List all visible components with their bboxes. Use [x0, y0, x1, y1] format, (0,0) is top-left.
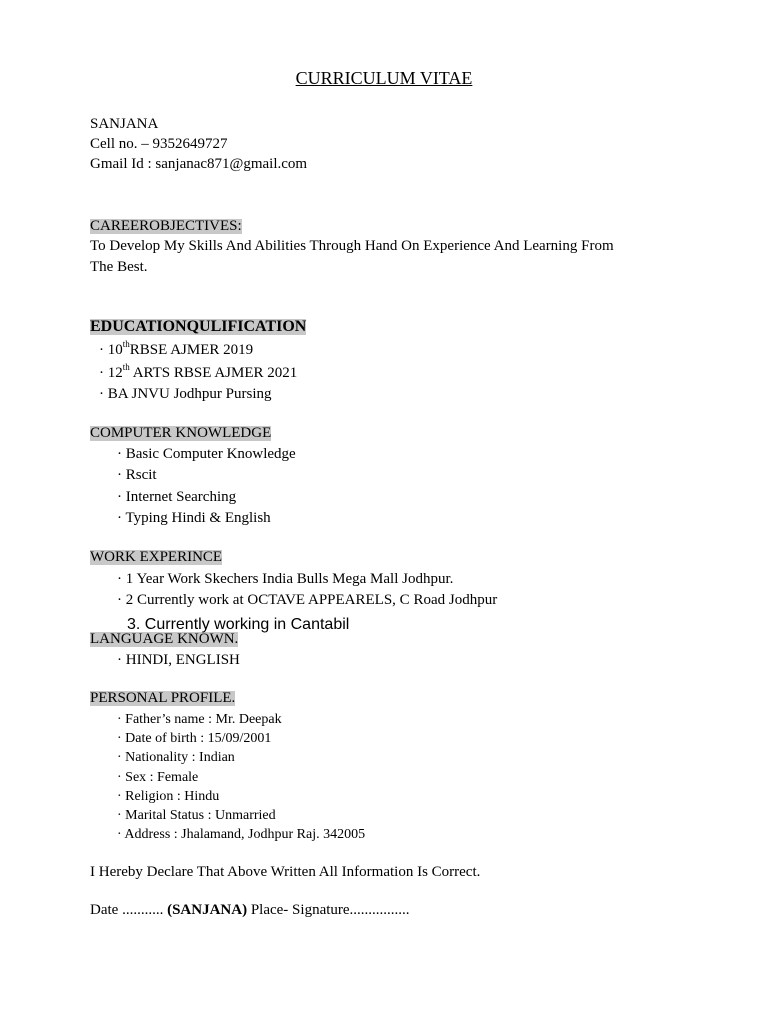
gmail-id: Gmail Id : sanjanac871@gmail.com [90, 156, 308, 172]
language-item: · HINDI, ENGLISH [117, 652, 240, 668]
computer-item: · Basic Computer Knowledge [117, 446, 296, 462]
place-signature-label: Place- Signature................ [247, 902, 410, 918]
date-label: Date ........... [90, 902, 168, 918]
declaration: I Hereby Declare That Above Written All Information Is Correct. [90, 864, 481, 880]
objective-line-2: The Best. [90, 259, 148, 275]
candidate-name: SANJANA [90, 116, 159, 132]
work-item: · 1 Year Work Skechers India Bulls Mega Mall Jodhpur. [117, 571, 454, 587]
work-item: · 2 Currently work at OCTAVE APPEARELS, C Road Jodhpur [117, 592, 498, 608]
objective-line-1: To Develop My Skills And Abilities Through Hand On Experience And Learning From [90, 238, 614, 254]
computer-item: · Rscit [117, 467, 157, 483]
cell-number: Cell no. – 9352649727 [90, 136, 228, 152]
personal-item: · Religion : Hindu [117, 789, 220, 804]
superscript: th [122, 339, 130, 349]
education-item: · BA JNVU Jodhpur Pursing [99, 386, 272, 402]
personal-item: · Marital Status : Unmarried [117, 808, 276, 823]
signature-name: (SANJANA) [167, 902, 248, 918]
work-item-overlay: 3. Currently working in Cantabil [127, 616, 350, 633]
personal-item: · Address : Jhalamand, Jodhpur Raj. 342005 [117, 827, 366, 842]
education-item-text: ARTS RBSE AJMER 2021 [129, 365, 298, 381]
computer-knowledge-heading: COMPUTER KNOWLEDGE [90, 425, 272, 441]
personal-item: · Date of birth : 15/09/2001 [117, 731, 272, 746]
personal-item: · Sex : Female [117, 770, 199, 785]
signature-line [90, 903, 410, 918]
work-experience-heading: WORK EXPERINCE [90, 549, 223, 565]
personal-item: · Nationality : Indian [117, 750, 235, 765]
computer-item: · Typing Hindi & English [117, 510, 271, 526]
personal-item: · Father’s name : Mr. Deepak [117, 712, 282, 727]
education-item-text: RBSE AJMER 2019 [129, 342, 254, 358]
personal-profile-heading: PERSONAL PROFILE. [90, 690, 236, 706]
education-heading: EDUCATIONQULIFICATION [90, 318, 307, 335]
education-item-text: · 10 [99, 342, 123, 358]
education-item [99, 362, 298, 381]
document-title: CURRICULUM VITAE [295, 68, 473, 88]
education-item-text: · 12 [99, 365, 123, 381]
superscript: th [122, 362, 130, 372]
language-known-heading: LANGUAGE KNOWN. [90, 631, 239, 647]
computer-item: · Internet Searching [117, 489, 237, 505]
career-objectives-heading: CAREEROBJECTIVES: [90, 218, 242, 234]
education-item [99, 339, 254, 358]
